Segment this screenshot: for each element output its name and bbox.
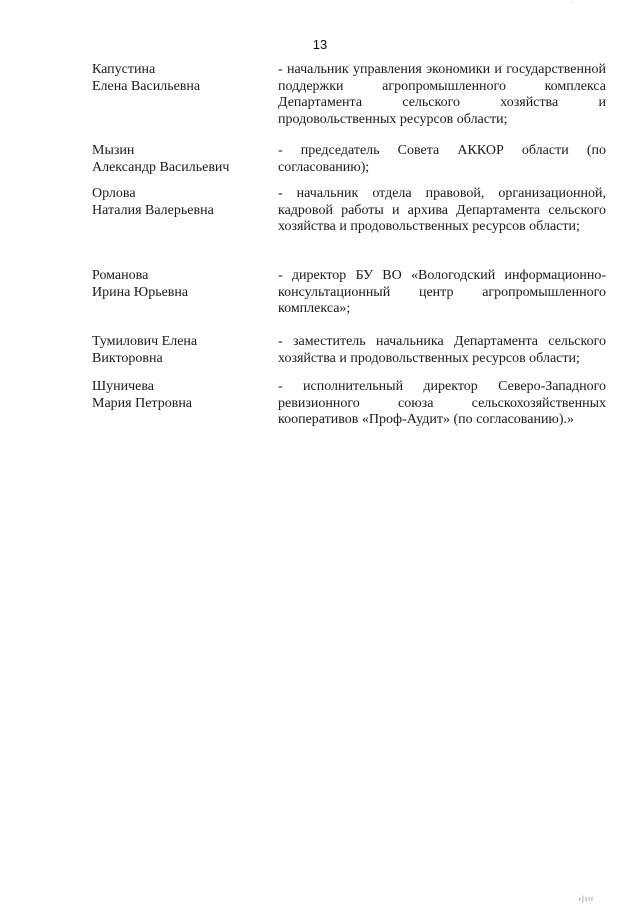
member-position: - начальник отдела правовой, организационной, кадровой работы и архива Департамента сельского хозяйства и продовольственных ресурсов области; [278,186,606,234]
member-name [92,379,270,412]
member-position: - директор БУ ВО «Вологодский информационно-консультационный центр агропромышленного комплекса»; [278,268,606,316]
member-position: - исполнительный директор Северо-Западного ревизионного союза сельскохозяйственных кооперативов «Проф-Аудит» (по согласованию).» [278,379,606,427]
member-row [92,62,612,143]
member-row [92,268,612,334]
member-name [92,186,270,219]
member-surname: Мызин [92,143,135,158]
member-surname: Шуничева [92,379,155,394]
member-list [92,62,612,439]
scan-barcode-mark: ı|ııı [578,895,594,903]
member-given-names: Мария Петровна [92,395,193,411]
member-position: - заместитель начальника Департамента сельского хозяйства и продовольственных ресурсов области; [278,334,606,366]
member-surname: Орлова [92,186,136,201]
member-position: - председатель Совета АККОР области (по согласованию); [278,143,606,175]
member-given-names: Александр Васильевич [92,159,230,175]
member-name [92,62,270,95]
member-name [92,268,270,301]
member-row [92,334,612,379]
member-position: - начальник управления экономики и государственной поддержки агропромышленного комплекса Департамента сельского хозяйства и продовольственных ресурсов области; [278,62,606,127]
page-number: 13 [312,37,328,52]
member-surname: Капустина [92,62,156,77]
member-name [92,143,270,176]
scan-corner-mark: .. [570,0,574,5]
member-surname: Романова [92,268,149,283]
member-given-names: Ирина Юрьевна [92,284,189,300]
member-given-names: Наталия Валерьевна [92,202,214,218]
member-given-names: Викторовна [92,350,163,366]
member-row [92,379,612,439]
member-given-names: Елена Васильевна [92,78,201,94]
member-row [92,186,612,268]
member-name [92,334,270,367]
member-surname: Тумилович Елена [92,334,198,349]
member-row [92,143,612,186]
